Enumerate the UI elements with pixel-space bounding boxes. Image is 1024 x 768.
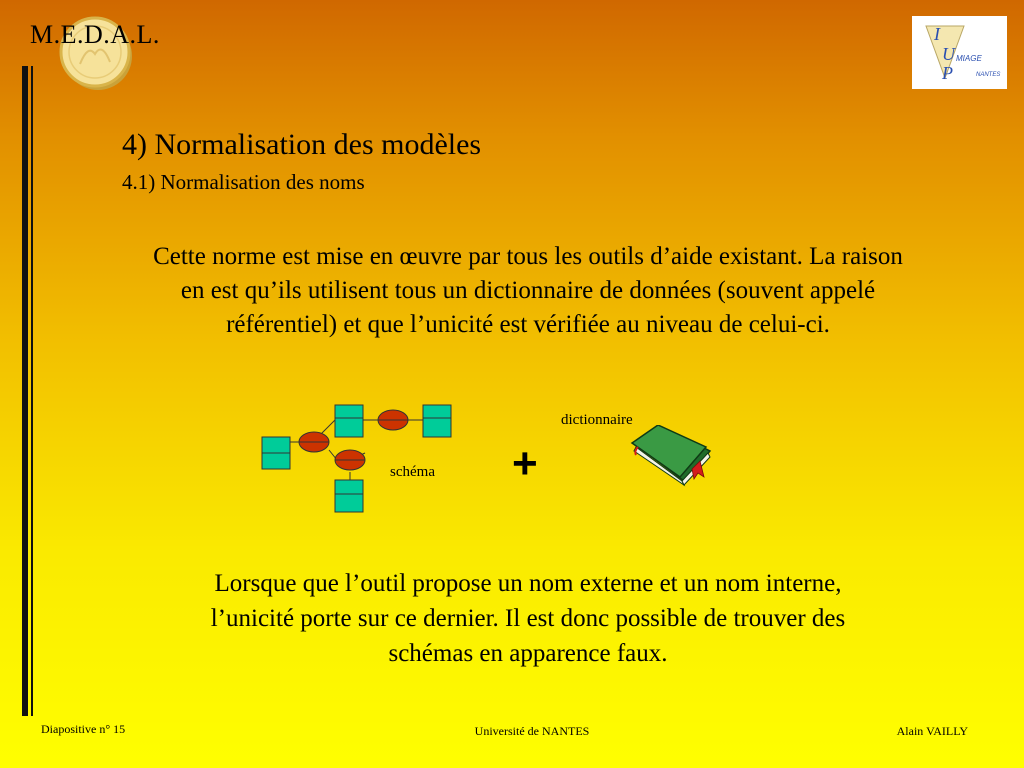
schema-label: schéma: [390, 464, 435, 480]
plus-sign: +: [512, 439, 538, 488]
entity-box: [423, 405, 451, 437]
iup-miage-logo-icon: [912, 16, 1007, 89]
footer-author: Alain VAILLY: [896, 724, 968, 738]
svg-text:MIAGE: MIAGE: [956, 54, 982, 63]
paragraph-intro: Cette norme est mise en œuvre par tous les outils d’aide existant. La raison en est qu’ils utilisent tous un dictionnaire de données (souvent appelé référentiel) et que l’unicité est vérifiée au niveau de celui-ci.: [153, 243, 903, 338]
svg-text:U: U: [942, 44, 955, 64]
side-divider-thin: [31, 66, 33, 716]
footer-institution: Université de NANTES: [474, 724, 590, 738]
schema-diagram: [255, 398, 465, 518]
svg-text:NANTES: NANTES: [976, 72, 1001, 78]
book-icon: [626, 425, 714, 487]
svg-text:P: P: [942, 63, 953, 83]
app-title: M.E.D.A.L.: [30, 20, 160, 49]
slide-heading: 4) Normalisation des modèles: [122, 128, 482, 161]
side-divider: [22, 66, 28, 716]
entity-box: [335, 405, 363, 437]
svg-text:I: I: [934, 24, 940, 44]
entity-box: [335, 480, 363, 512]
slide-number: Diapositive n° 15: [41, 722, 126, 736]
slide-subheading: 4.1) Normalisation des noms: [122, 170, 365, 194]
paragraph-conclusion: Lorsque que l’outil propose un nom externe et un nom interne, l’unicité porte sur ce dernier. Il est donc possible de trouver des schémas en apparence faux.: [210, 570, 846, 667]
dictionary-label: dictionnaire: [561, 412, 633, 428]
